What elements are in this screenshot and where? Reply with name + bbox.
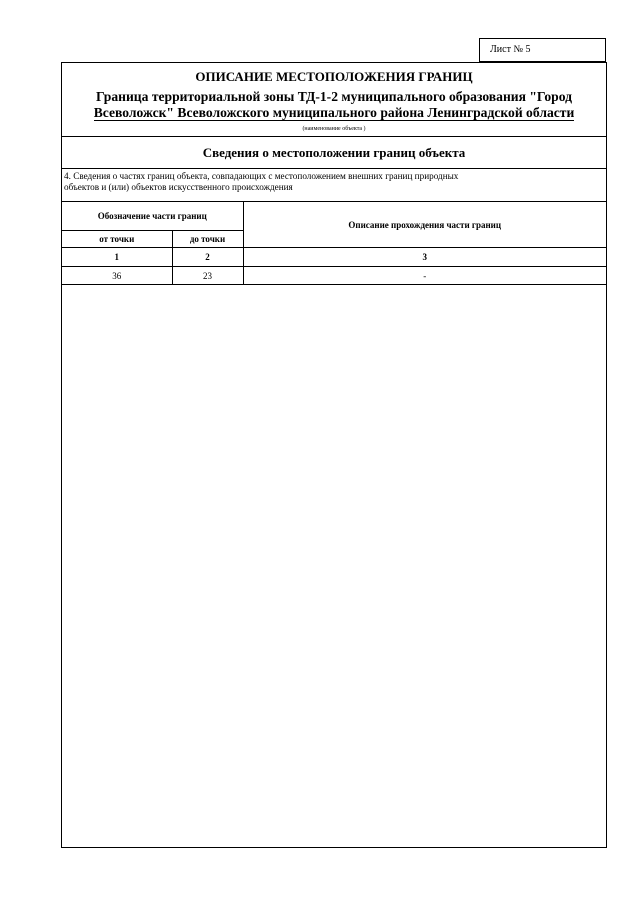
table-row (62, 267, 606, 285)
section-note-line-2: объектов и (или) объектов искусственного происхождения (64, 182, 293, 192)
object-name-caption: (наименование объекта ) (302, 126, 366, 132)
column-number-cell: 2 (172, 248, 243, 267)
object-name-line-2 (66, 105, 602, 121)
column-number-row (62, 248, 606, 267)
section-note-line-1: 4. Сведения о частях границ объекта, совпадающих с местоположением внешних границ природных (64, 171, 459, 181)
sheet-number (479, 38, 606, 62)
sheet-number-label: Лист № 5 (490, 44, 531, 55)
description-header-cell: Описание прохождения части границ (243, 202, 606, 248)
to-point-cell: 23 (172, 267, 243, 285)
object-name (66, 89, 602, 121)
document-frame (61, 62, 607, 848)
divider (62, 136, 606, 137)
object-name-line-1: Граница территориальной зоны ТД-1-2 муниципального образования "Город (95, 89, 572, 104)
object-name-line-2-text: Всеволожск" Всеволожского муниципального района Ленинградской области (93, 105, 575, 120)
section-note (64, 171, 602, 193)
from-point-header-cell: от точки (62, 231, 172, 248)
description-cell: - (243, 267, 606, 285)
boundary-parts-table (62, 201, 606, 285)
divider (62, 168, 606, 169)
section-title: Сведения о местоположении границ объекта (202, 145, 466, 160)
to-point-header-cell: до точки (172, 231, 243, 248)
table-header-row (62, 202, 606, 231)
column-number-cell: 1 (62, 248, 172, 267)
column-number-cell: 3 (243, 248, 606, 267)
document-title: ОПИСАНИЕ МЕСТОПОЛОЖЕНИЯ ГРАНИЦ (195, 69, 473, 84)
from-point-cell: 36 (62, 267, 172, 285)
group-header-cell: Обозначение части границ (62, 202, 243, 231)
